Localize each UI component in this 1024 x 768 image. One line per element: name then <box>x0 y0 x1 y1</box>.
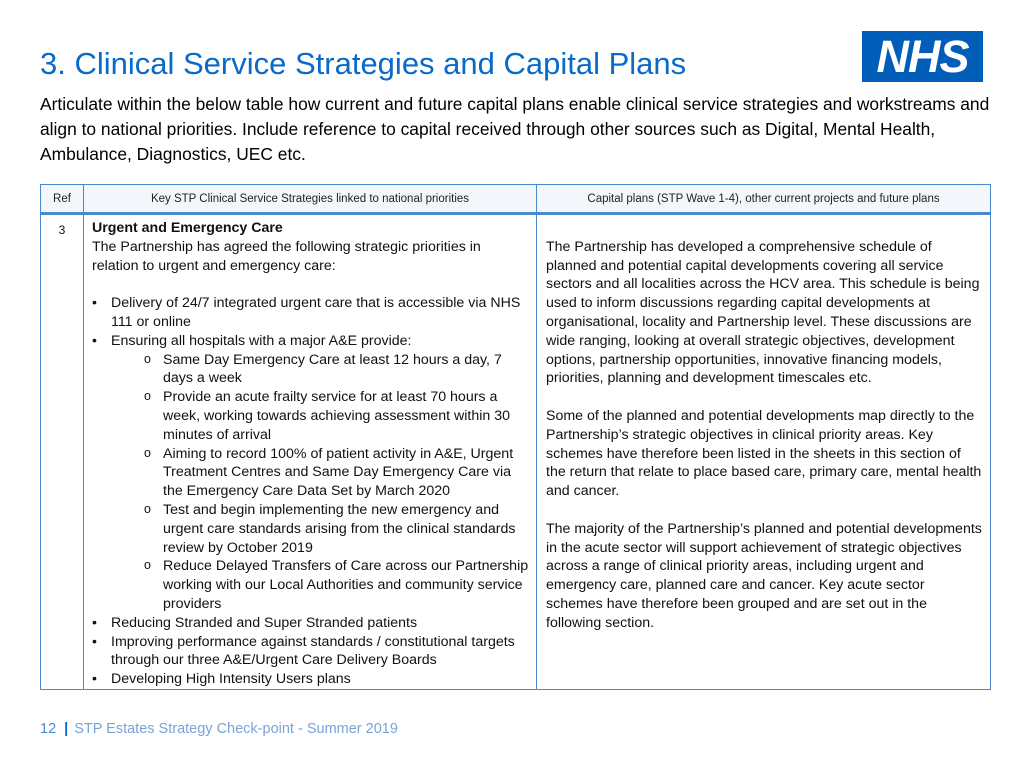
capital-paragraph: The majority of the Partnership’s planned and potential developments in the acute sector will support achievement of strategic objectives across a range of clinical priority areas, including urgent and emergency care, planned care and cancer. Key acute sector schemes have therefore been grouped and are set out in the following section. <box>546 520 982 631</box>
sub-list-item: o Aiming to record 100% of patient activity in A&E, Urgent Treatment Centres and Same Day Emergency Care via the Emergency Care Data Set by March 2020 <box>144 445 530 501</box>
list-item: • Reducing Stranded and Super Stranded patients <box>92 614 530 633</box>
sub-list-item: o Same Day Emergency Care at least 12 hours a day, 7 days a week <box>144 351 530 389</box>
footer <box>40 721 398 737</box>
table-header-row <box>41 185 991 214</box>
list-item <box>92 332 530 351</box>
footer-separator: | <box>64 721 69 737</box>
page-number: 12 <box>40 721 57 737</box>
strategy-table <box>40 184 991 690</box>
list-item: • Developing High Intensity Users plans <box>92 670 530 689</box>
list-item: • Delivery of 24/7 integrated urgent care that is accessible via NHS 111 or online <box>92 294 530 332</box>
capital-paragraph: The Partnership has developed a comprehensive schedule of planned and potential capital developments covering all service sectors and all localities across the HCV area. This schedule is being used to inform discussions regarding capital developments at organisational, locality and Partnership level. These discussions are wide ranging, looking at overall strategic objectives, development options, partnership opportunities, innovative financing models, priorities, planning and development timescales etc. <box>546 238 980 387</box>
strategies-cell <box>84 214 537 690</box>
intro-paragraph: Articulate within the below table how current and future capital plans enable clinical service strategies and workstreams and align to national priorities. Include reference to capital received through other sources such as Digital, Mental Health, Ambulance, Diagnostics, UEC etc. <box>40 94 990 164</box>
nhs-logo: NHS <box>862 31 983 82</box>
footer-text: STP Estates Strategy Check-point - Summer 2019 <box>74 721 398 737</box>
row-ref: 3 <box>41 214 84 690</box>
bullet-list-b <box>92 614 530 689</box>
header-ref: Ref <box>41 185 84 214</box>
list-item: • Improving performance against standards / constitutional targets through our three A&E/Urgent Care Delivery Boards <box>92 633 530 671</box>
capital-paragraph: Some of the planned and potential developments map directly to the Partnership’s strategic objectives in clinical priority areas. Key schemes have therefore been listed in the sheets in this section of the return that relate to place based care, primary care, mental health and cancer. <box>546 407 982 500</box>
sub-list-item: o Provide an acute frailty service for at least 70 hours a week, working towards achieving assessment within 30 minutes of arrival <box>144 388 530 444</box>
bullet-list-a <box>92 294 530 350</box>
table-row <box>41 214 991 690</box>
sub-list-item: o Test and begin implementing the new emergency and urgent care standards arising from the clinical standards review by October 2019 <box>144 501 530 557</box>
page-title: 3. Clinical Service Strategies and Capital Plans <box>40 46 687 81</box>
capital-cell <box>537 214 991 690</box>
strategy-heading: Urgent and Emergency Care <box>92 220 283 236</box>
header-capital: Capital plans (STP Wave 1-4), other current projects and future plans <box>537 185 991 214</box>
sub-list-item: o Reduce Delayed Transfers of Care across our Partnership working with our Local Authorities and community service providers <box>144 557 530 613</box>
header-strategies: Key STP Clinical Service Strategies linked to national priorities <box>84 185 537 214</box>
list-item-text: Ensuring all hospitals with a major A&E provide: <box>111 332 412 349</box>
strategy-intro: The Partnership has agreed the following strategic priorities in relation to urgent and emergency care: <box>92 238 481 274</box>
sub-bullet-list <box>92 351 530 614</box>
